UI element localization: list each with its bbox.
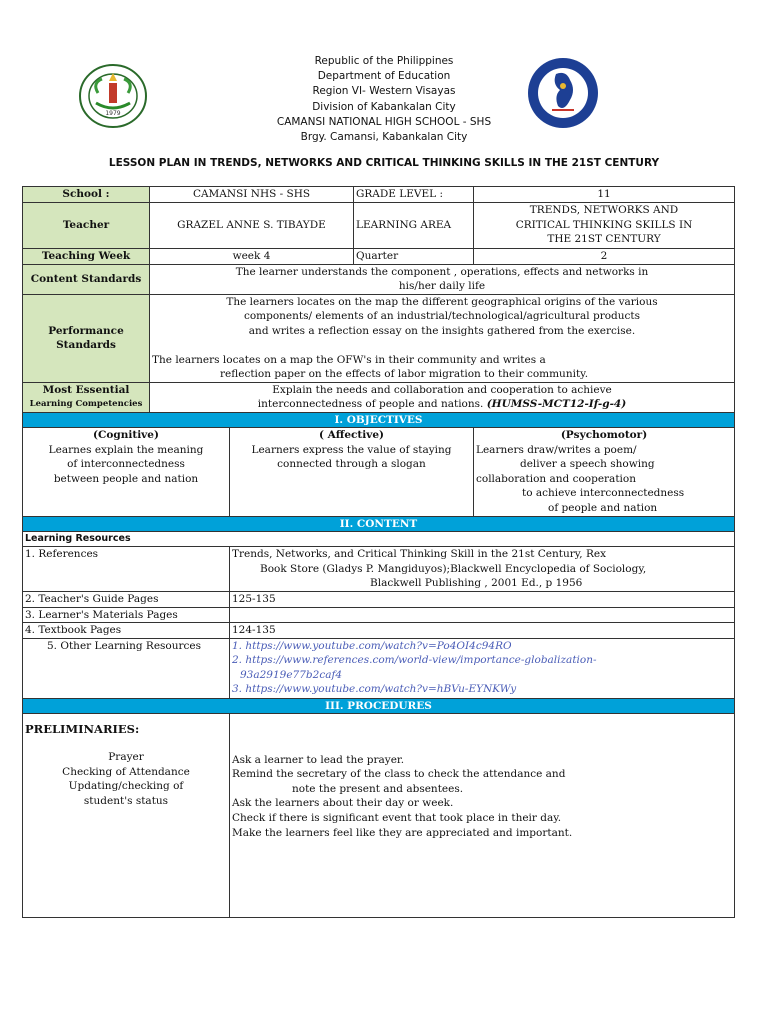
psychomotor-line: to achieve interconnectedness	[522, 487, 685, 500]
content-standards-value	[150, 264, 735, 294]
psychomotor-heading: (Psychomotor)	[560, 428, 648, 441]
content-standards-label: Content Standards	[23, 264, 150, 294]
affective-cell	[230, 427, 474, 516]
performance-line: reflection paper on the effects of labor migration to their community.	[220, 368, 589, 381]
textbook-label: 4. Textbook Pages	[23, 623, 230, 639]
learning-resources-label: Learning Resources	[23, 531, 735, 547]
preliminaries-label: PRELIMINARIES:	[25, 721, 140, 736]
cognitive-line: of interconnectedness	[67, 458, 185, 471]
references-value	[230, 547, 735, 592]
letterhead-line: CAMANSI NATIONAL HIGH SCHOOL - SHS	[276, 115, 492, 128]
content-standards-line: The learner understands the component , operations, effects and networks in	[235, 265, 649, 278]
cognitive-cell	[23, 427, 230, 516]
lesson-plan-table	[22, 186, 735, 918]
teacher-label: Teacher	[23, 203, 150, 249]
resource-link[interactable]: 93a2919e77b2caf4	[240, 668, 343, 681]
letterhead-line: Department of Education	[317, 70, 451, 83]
letterhead-line: Division of Kabankalan City	[312, 100, 456, 113]
performance-line: The learners locates on a map the OFW's in their community and writes a	[152, 353, 546, 366]
school-label: School :	[23, 187, 150, 203]
grade-value: 11	[474, 187, 735, 203]
mel-text: interconnectedness of people and nations.	[257, 398, 487, 411]
affective-line: connected through a slogan	[277, 458, 426, 471]
psychomotor-line: of people and nation	[548, 501, 658, 514]
procedure-step-text: Remind the secretary of the class to check the attendance and	[232, 768, 566, 781]
references-label: 1. References	[23, 547, 230, 592]
performance-line: The learners locates on the map the different geographical origins of the various	[226, 295, 658, 308]
objectives-heading: I. OBJECTIVES	[23, 412, 735, 427]
reference-line: Book Store (Gladys P. Mangiduyos);Blackwell Encyclopedia of Sociology,	[260, 562, 647, 575]
learning-area-value	[474, 203, 735, 249]
learning-area-line: CRITICAL THINKING SKILLS IN	[515, 218, 693, 231]
procedure-step-label: student's status	[83, 795, 169, 808]
letterhead-line: Brgy. Camansi, Kabankalan City	[300, 131, 468, 144]
school-value: CAMANSI NHS - SHS	[150, 187, 354, 203]
cognitive-line: between people and nation	[53, 472, 199, 485]
content-heading: II. CONTENT	[23, 516, 735, 531]
psychomotor-line: Learners draw/writes a poem/	[476, 443, 637, 456]
procedure-step-label: Prayer	[108, 751, 144, 764]
teaching-week-label: Teaching Week	[23, 249, 150, 265]
grade-label: GRADE LEVEL :	[354, 187, 474, 203]
letterhead	[0, 54, 768, 145]
mel-label-line: Most Essential	[42, 383, 130, 396]
document-title: LESSON PLAN IN TRENDS, NETWORKS AND CRITICAL THINKING SKILLS IN THE 21ST CENTURY	[108, 157, 660, 169]
psychomotor-cell	[474, 427, 735, 516]
performance-line: components/ elements of an industrial/technological/agricultural products	[243, 310, 641, 323]
procedure-step-label: Updating/checking of	[68, 780, 184, 793]
performance-standards-value	[150, 294, 735, 382]
letterhead-line: Republic of the Philippines	[314, 55, 454, 67]
textbook-value: 124-135	[230, 623, 735, 639]
procedures-right	[230, 713, 735, 917]
mel-line: Explain the needs and collaboration and cooperation to achieve	[272, 383, 612, 396]
procedure-step-text: Ask the learners about their day or week.	[232, 797, 454, 810]
cognitive-heading: (Cognitive)	[93, 428, 159, 441]
learning-area-line: TRENDS, NETWORKS AND	[529, 204, 679, 216]
teachers-guide-value: 125-135	[230, 591, 735, 607]
resource-link[interactable]: 1. https://www.youtube.com/watch?v=Po4OI4c94RO	[232, 639, 512, 652]
mel-label	[23, 382, 150, 412]
quarter-label: Quarter	[354, 249, 474, 265]
reference-line: Blackwell Publishing , 2001 Ed., p 1956	[370, 577, 583, 590]
procedure-step-text: Ask a learner to lead the prayer.	[232, 753, 405, 766]
mel-code: (HUMSS-MCT12-If-g-4)	[486, 398, 627, 411]
teachers-guide-label: 2. Teacher's Guide Pages	[23, 591, 230, 607]
letterhead-line: Region VI- Western Visayas	[312, 85, 456, 98]
resource-link[interactable]: 2. https://www.references.com/world-view/importance-globalization-	[232, 654, 597, 667]
learners-materials-value	[230, 607, 735, 623]
performance-label-line: Performance	[48, 324, 124, 337]
procedure-step-text: Check if there is significant event that took place in their day.	[232, 812, 562, 825]
resource-link[interactable]: 3. https://www.youtube.com/watch?v=hBVu-EYNKWy	[232, 683, 517, 696]
performance-standards-label	[23, 294, 150, 382]
procedures-heading: III. PROCEDURES	[23, 698, 735, 713]
learning-area-line: THE 21ST CENTURY	[547, 233, 661, 246]
content-standards-line: his/her daily life	[398, 280, 486, 293]
psychomotor-line: deliver a speech showing	[520, 458, 655, 471]
procedure-step-text: Make the learners feel like they are appreciated and important.	[232, 826, 573, 839]
quarter-value: 2	[474, 249, 735, 265]
performance-label-line: Standards	[56, 339, 116, 352]
cognitive-line: Learnes explain the meaning	[48, 443, 204, 456]
learners-materials-label: 3. Learner's Materials Pages	[23, 607, 230, 623]
other-resources-value	[230, 638, 735, 698]
mel-line	[152, 397, 732, 412]
procedure-step-text: note the present and absentees.	[292, 782, 464, 795]
teaching-week-value: week 4	[150, 249, 354, 265]
mel-value	[150, 382, 735, 412]
mel-label-line: Learning Competencies	[29, 399, 143, 410]
learning-area-label: LEARNING AREA	[354, 203, 474, 249]
reference-line: Trends, Networks, and Critical Thinking Skill in the 21st Century, Rex	[232, 548, 607, 561]
svg-text:1979: 1979	[105, 110, 121, 117]
affective-line: Learners express the value of staying	[251, 443, 452, 456]
affective-heading: ( Affective)	[318, 428, 385, 441]
teacher-value: GRAZEL ANNE S. TIBAYDE	[150, 203, 354, 249]
performance-line: and writes a reflection essay on the insights gathered from the exercise.	[248, 324, 636, 337]
other-resources-label: 5. Other Learning Resources	[23, 638, 230, 698]
psychomotor-line: collaboration and cooperation	[476, 472, 636, 485]
procedure-step-label: Checking of Attendance	[62, 765, 190, 778]
procedures-left	[23, 713, 230, 917]
